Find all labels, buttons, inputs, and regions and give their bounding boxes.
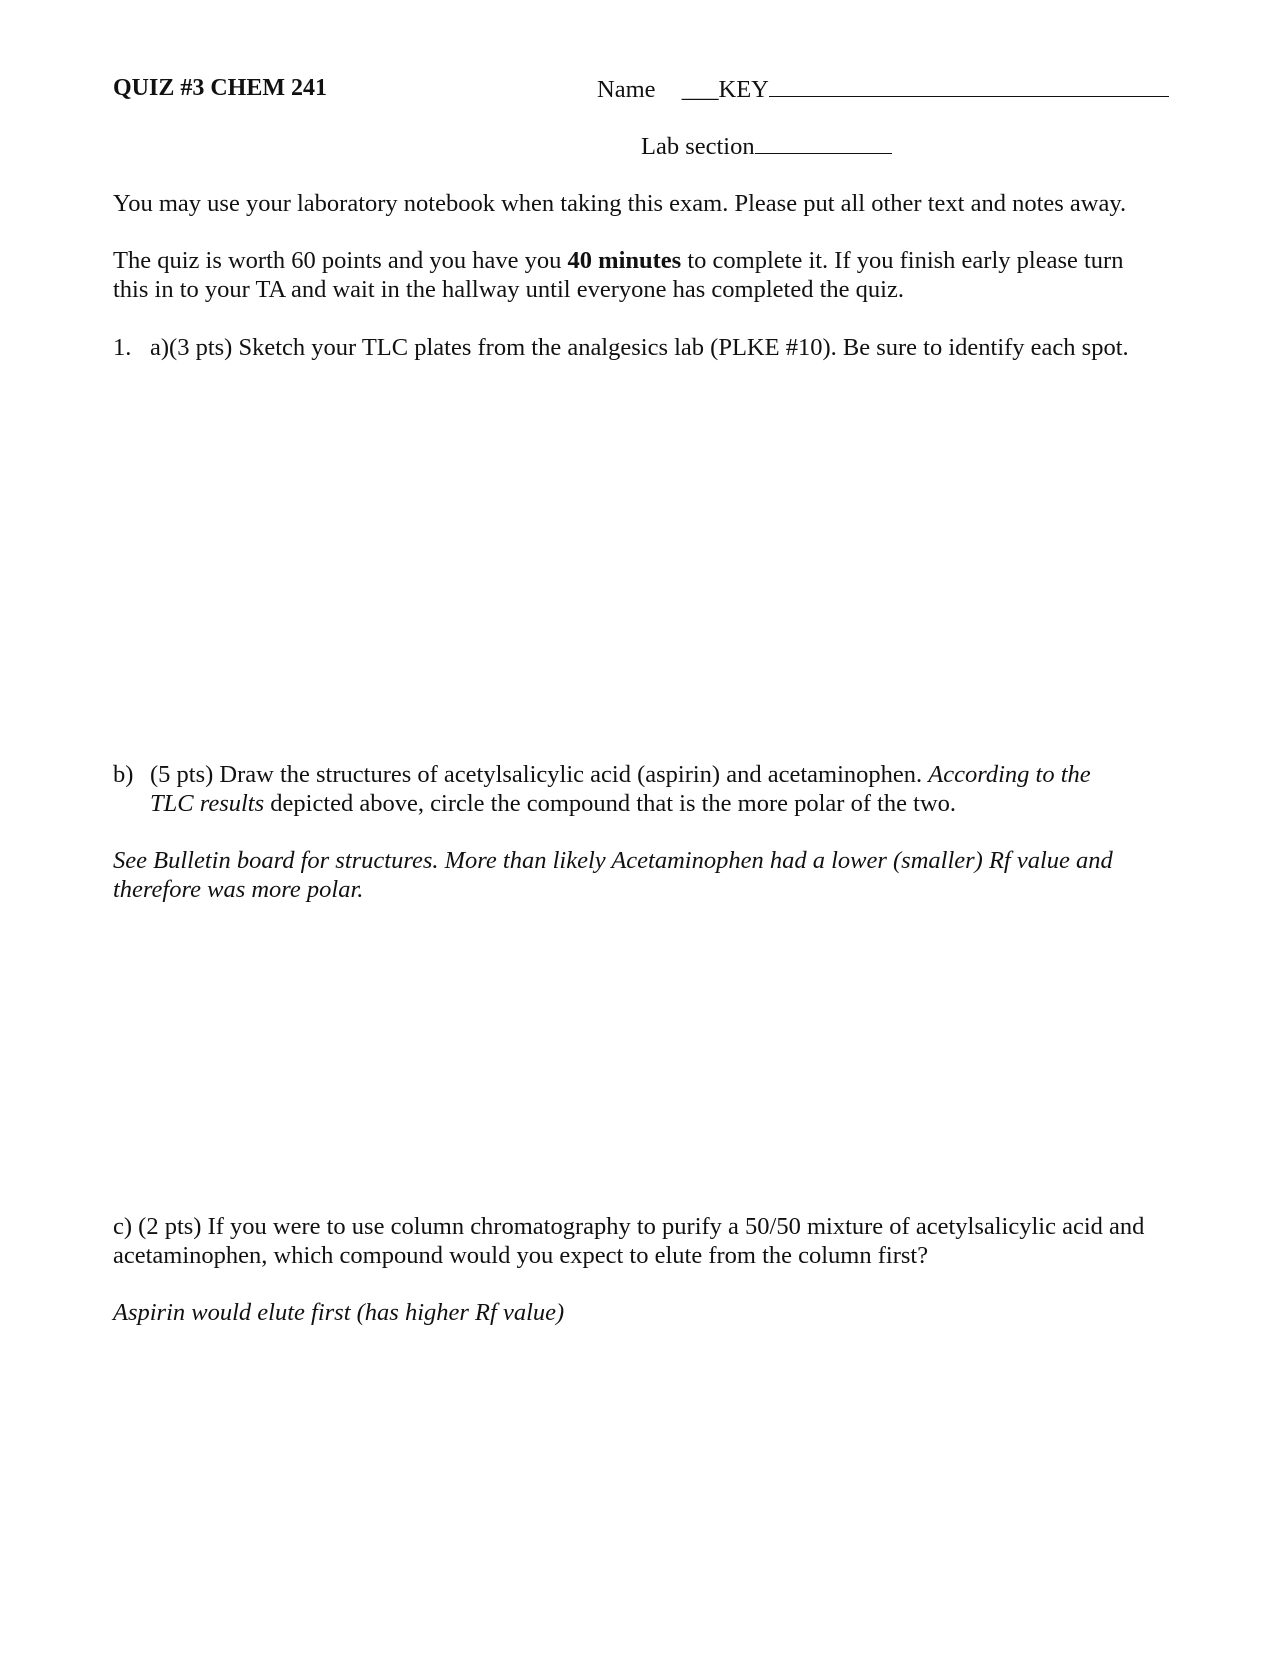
name-field [597,74,1169,104]
question-1a: a)(3 pts) Sketch your TLC plates from the analgesics lab (PLKE #10). Be sure to identify each spot. [150,334,1129,361]
question-1b-text-1: (5 pts) Draw the structures of acetylsalicylic acid (aspirin) and acetaminophen. [150,761,929,788]
instructions-line-2-suffix: to complete it. If you finish early please turn [681,247,1124,274]
question-1b-answer-line-2: therefore was more polar. [113,876,364,903]
instructions-line-2 [113,246,1123,275]
name-label: Name [597,76,656,103]
instructions-line-2-prefix: The quiz is worth 60 points and you have you [113,247,568,274]
name-underline [769,74,1169,97]
question-1b-italic-2: TLC results [150,790,265,817]
time-limit: 40 minutes [567,247,682,274]
question-1c-line-2: acetaminophen, which compound would you expect to elute from the column first? [113,1242,929,1269]
instructions-line-3: this in to your TA and wait in the hallway until everyone has completed the quiz. [113,276,904,303]
lab-section-label: Lab section [641,133,755,160]
instructions-line-1: You may use your laboratory notebook when taking this exam. Please put all other text and notes away. [113,190,1127,217]
question-1c-line-1: c) (2 pts) If you were to use column chromatography to purify a 50/50 mixture of acetylsalicylic acid and [113,1213,1145,1240]
question-1b-line-1 [150,760,1091,789]
question-1b-label: b) [113,761,134,788]
name-value: ___KEY [681,76,769,103]
quiz-title: QUIZ #3 CHEM 241 [113,75,328,101]
lab-section-underline [755,131,892,154]
lab-section-field [641,131,892,161]
question-1b-line-2 [150,789,956,818]
question-1b-italic-1: According to the [928,761,1091,788]
question-1b-text-2: depicted above, circle the compound that is the more polar of the two. [264,790,957,817]
question-1b-answer-line-1: See Bulletin board for structures. More than likely Acetaminophen had a lower (smaller) Rf value and [113,847,1113,874]
question-1-number: 1. [113,334,132,361]
question-1c-answer: Aspirin would elute first (has higher Rf value) [113,1299,565,1326]
